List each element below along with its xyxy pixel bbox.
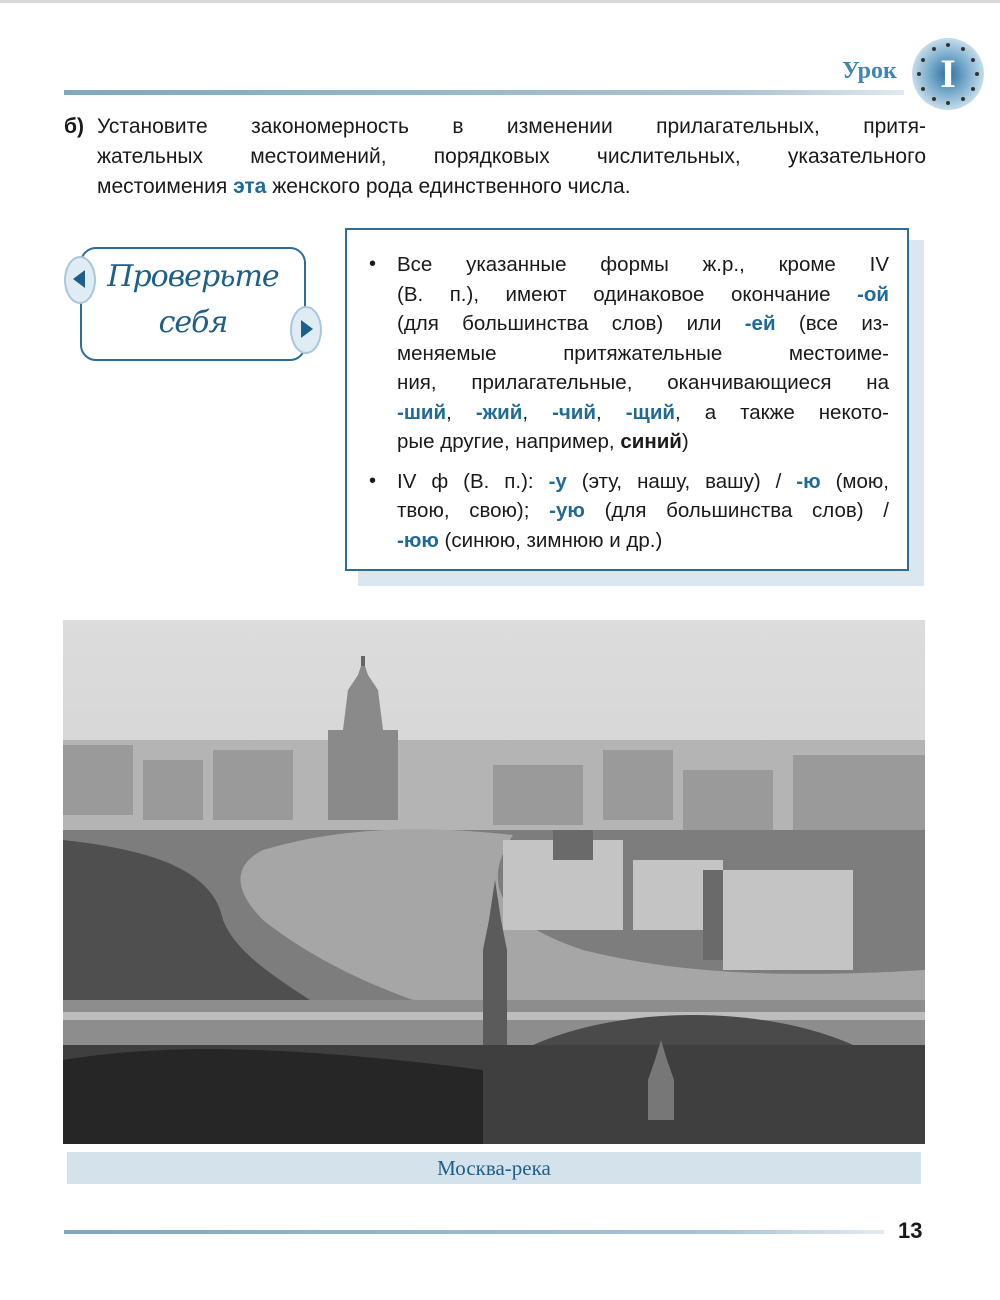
text-segment: , (446, 400, 476, 424)
header-rule (64, 90, 904, 95)
clock-tick (961, 97, 965, 101)
clock-tick (932, 97, 936, 101)
bullet-icon: • (369, 253, 377, 275)
clock-tick (946, 101, 950, 105)
clock-tick (932, 47, 936, 51)
text-line (397, 526, 889, 556)
text-segment: (В. п.), имеют одинаковое окончание (397, 282, 858, 306)
text-line (397, 496, 889, 526)
highlighted-ending: -щий (625, 400, 676, 424)
bold-word: синий (620, 430, 682, 453)
text-segment: Все указанные формы ж.р., кроме IV (397, 253, 889, 276)
highlighted-ending: -у (548, 469, 567, 493)
highlighted-ending: -ой (857, 282, 889, 306)
text-line (397, 309, 889, 339)
highlighted-ending: -ший (397, 400, 447, 424)
text-segment: IV ф (В. п.): (397, 469, 549, 493)
text-line (397, 280, 889, 310)
text-segment: ) (681, 430, 689, 453)
clock-tick (961, 47, 965, 51)
photo-illustration (63, 620, 925, 1144)
clock-tick (975, 72, 979, 76)
next-arrow-icon (290, 306, 322, 354)
text-segment: (синюю, зимнюю и др.) (438, 528, 663, 552)
check-badge-line1: Проверьте (107, 259, 279, 294)
highlighted-ending: -ей (744, 312, 776, 335)
prev-arrow-icon (64, 256, 96, 304)
text-line (97, 142, 926, 172)
text-segment: рые другие, например, (397, 430, 621, 453)
text-segment: твою, свою); (397, 499, 550, 522)
top-border (0, 0, 1000, 3)
lesson-numeral: I (940, 51, 956, 96)
text-line (397, 467, 889, 497)
check-badge-line2: себя (158, 305, 228, 340)
clock-tick (921, 58, 925, 62)
highlighted-ending: эта (233, 175, 267, 198)
text-segment: , (596, 400, 626, 424)
highlighted-ending: -юю (397, 528, 439, 552)
text-segment: Установите закономерность в изменении прилагательных, притя- (97, 115, 926, 138)
lesson-label: Урок (842, 58, 897, 84)
bullet-icon: • (369, 469, 377, 492)
text-segment: , а также некото- (675, 400, 889, 424)
text-segment: меняемые притяжательные местоиме- (397, 341, 889, 365)
text-segment: (эту, нашу, вашу) / (566, 469, 797, 493)
text-line (397, 368, 889, 398)
task-label: б) (64, 115, 84, 138)
answer-bullets (369, 250, 889, 555)
check-yourself-badge (80, 247, 306, 361)
text-line (397, 250, 889, 280)
text-segment: (все из- (775, 312, 889, 335)
clock-tick (946, 43, 950, 47)
task-b (64, 112, 926, 202)
page-number: 13 (898, 1218, 923, 1243)
photo-caption: Москва-река (67, 1152, 921, 1184)
text-segment: (для большинства слов) или (397, 312, 745, 335)
highlighted-ending: -чий (552, 400, 597, 424)
clock-icon (912, 38, 984, 110)
highlighted-ending: -ю (796, 469, 821, 493)
bullet-item (369, 250, 889, 457)
clock-tick (971, 58, 975, 62)
text-segment: (для большинства слов) / (584, 499, 889, 522)
clock-tick (971, 87, 975, 91)
answer-box (345, 228, 909, 571)
task-text (64, 112, 926, 202)
text-segment: (мою, (820, 469, 889, 493)
text-segment: , (522, 400, 553, 424)
text-line (397, 339, 889, 369)
text-line (97, 112, 926, 142)
moscow-river-photo (63, 620, 925, 1144)
text-line (397, 398, 889, 428)
text-segment: женского рода единственного числа. (266, 175, 631, 198)
text-segment: жательных местоимений, порядковых числительных, указательного (97, 145, 926, 168)
bullet-item (369, 467, 889, 556)
text-segment: местоимения (97, 175, 234, 198)
text-segment: ния, прилагательные, оканчивающиеся на (397, 371, 889, 394)
footer-rule (64, 1230, 884, 1234)
text-line (397, 427, 889, 457)
text-line (97, 172, 926, 202)
highlighted-ending: -ую (549, 499, 585, 522)
clock-tick (917, 72, 921, 76)
clock-tick (921, 87, 925, 91)
highlighted-ending: -жий (475, 400, 523, 424)
